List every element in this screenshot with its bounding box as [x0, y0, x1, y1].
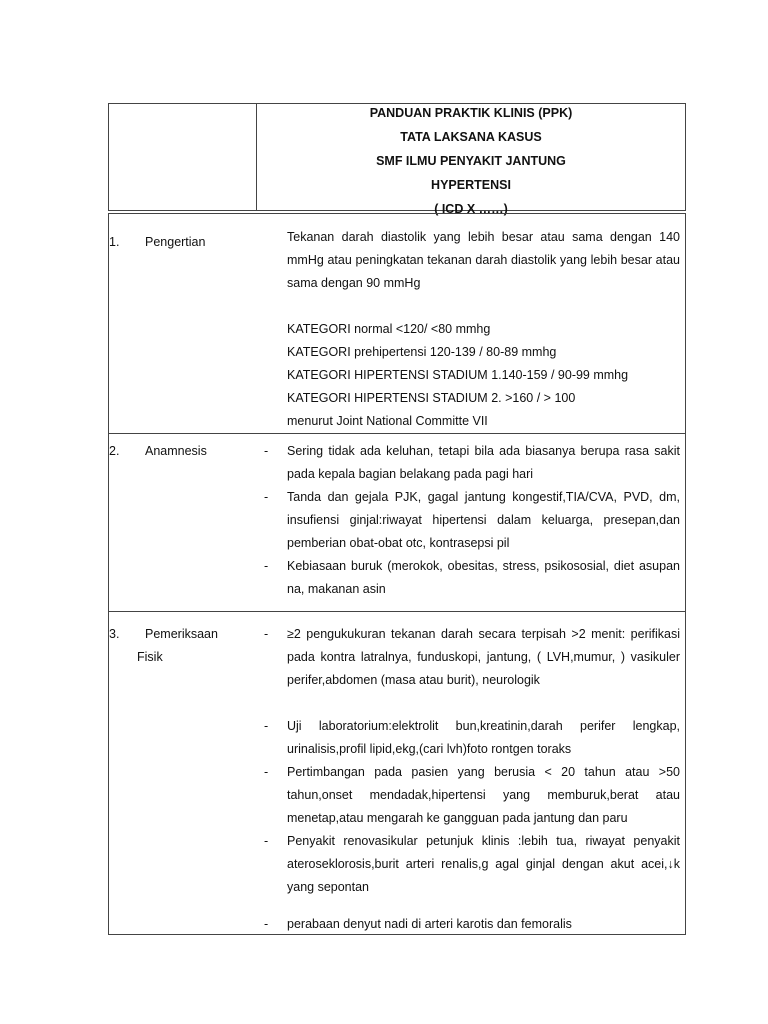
- section-number: 2.: [109, 444, 120, 458]
- section-number: 1.: [109, 235, 120, 249]
- header-disease: HYPERTENSI: [431, 178, 511, 192]
- section-label: Pengertian: [145, 235, 206, 249]
- section-label-continued: Fisik: [137, 650, 163, 664]
- list-item-text: Sering tidak ada keluhan, tetapi bila ada biasanya berupa rasa sakit pada kepala bagian belakang pada pagi hari: [287, 444, 680, 481]
- list-item-text: Kebiasaan buruk (merokok, obesitas, stress, psikososial, diet asupan na, makanan asin: [287, 559, 680, 596]
- list-item-text: Tanda dan gejala PJK, gagal jantung kongestif,TIA/CVA, PVD, dm, insufiensi ginjal:riwayat hipertensi dalam keluarga, presepan,dan pemberian obat-obat otc, kontrasepsi pil: [287, 490, 680, 550]
- header-department: SMF ILMU PENYAKIT JANTUNG: [376, 154, 566, 168]
- section-pengertian: [109, 214, 685, 434]
- definition-text: Tekanan darah diastolik yang lebih besar atau sama dengan 140 mmHg atau peningkatan tekanan darah diastolik yang lebih besar atau sama dengan 90 mmHg: [287, 230, 680, 290]
- list-item-text: ≥2 pengukukuran tekanan darah secara terpisah >2 menit: perifikasi pada kontra latralnya, funduskopi, jantung, ( LVH,mumur, ) vasikuler perifer,abdomen (masa atau burit), neurologik: [287, 627, 680, 687]
- header-table: [108, 103, 686, 216]
- list-item-text: Penyakit renovasikular petunjuk klinis :lebih tua, riwayat penyakit ateroseklorosis,burit arteri renalis,g agal ginjal dengan akut acei,↓k yang sepontan: [287, 834, 680, 894]
- header-titles: [257, 104, 685, 224]
- section-pemeriksaan-fisik: 3. Pemeriksaan Fisik - ≥2 pengukukuran tekanan darah secara terpisah >2 menit: perifikasi pada kontra latralnya, funduskopi, jantung, ( LVH,mumur, ) vasikuler perifer,abdomen (masa atau burit), neurologik - Uji laboratorium:elektrolit bun,kreatinin,darah perifer lengkap, urinalisis,profil lipid,ekg,(cari lvh)foto rontgen toraks - Pertimbangan pada pasien yang berusia < 20 tahun atau >50 tahun,onset mendadak,hipertensi yang memburuk,berat atau menetap,atau mengarah ke gangguan pada jantung dan paru - Penyakit renovasikular petunjuk klinis :lebih tua, riwayat penyakit ateroseklorosis,burit arteri renalis,g agal ginjal dengan akut acei,↓k yang sepontan - perabaan denyut nadi di arteri karotis dan femoralis: [109, 611, 685, 934]
- section-label: Pemeriksaan: [145, 627, 218, 641]
- category-line: KATEGORI normal <120/ <80 mmhg: [287, 322, 491, 336]
- section-anamnesis: 2. Anamnesis - Sering tidak ada keluhan, tetapi bila ada biasanya berupa rasa sakit pada kepala bagian belakang pada pagi hari - Tanda dan gejala PJK, gagal jantung kongestif,TIA/CVA, PVD, dm, insufiensi ginjal:riwayat hipertensi dalam keluarga, presepan,dan pemberian obat-obat otc, kontrasepsi pil - Kebiasaan buruk (merokok, obesitas, stress, psikososial, diet asupan na, makanan asin: [109, 433, 685, 612]
- list-item-text: Pertimbangan pada pasien yang berusia < 20 tahun atau >50 tahun,onset mendadak,hipertensi yang memburuk,berat atau menetap,atau mengarah ke gangguan pada jantung dan paru: [287, 765, 680, 825]
- header-icd: ( ICD X ……): [434, 202, 508, 216]
- header-subtitle: TATA LAKSANA KASUS: [400, 130, 542, 144]
- category-list: [287, 318, 680, 433]
- category-line: menurut Joint National Committe VII: [287, 414, 488, 428]
- category-line: KATEGORI HIPERTENSI STADIUM 1.140-159 / 90-99 mmhg: [287, 368, 629, 382]
- content-table: [108, 213, 686, 935]
- category-line: KATEGORI HIPERTENSI STADIUM 2. >160 / > 100: [287, 391, 576, 405]
- list-item-text: perabaan denyut nadi di arteri karotis dan femoralis: [287, 917, 572, 931]
- section-number: 3.: [109, 627, 120, 641]
- section-label: Anamnesis: [145, 444, 207, 458]
- category-line: KATEGORI prehipertensi 120-139 / 80-89 mmhg: [287, 345, 557, 359]
- list-item-text: Uji laboratorium:elektrolit bun,kreatinin,darah perifer lengkap, urinalisis,profil lipid,ekg,(cari lvh)foto rontgen toraks: [287, 719, 680, 756]
- header-title: PANDUAN PRAKTIK KLINIS (PPK): [369, 106, 573, 120]
